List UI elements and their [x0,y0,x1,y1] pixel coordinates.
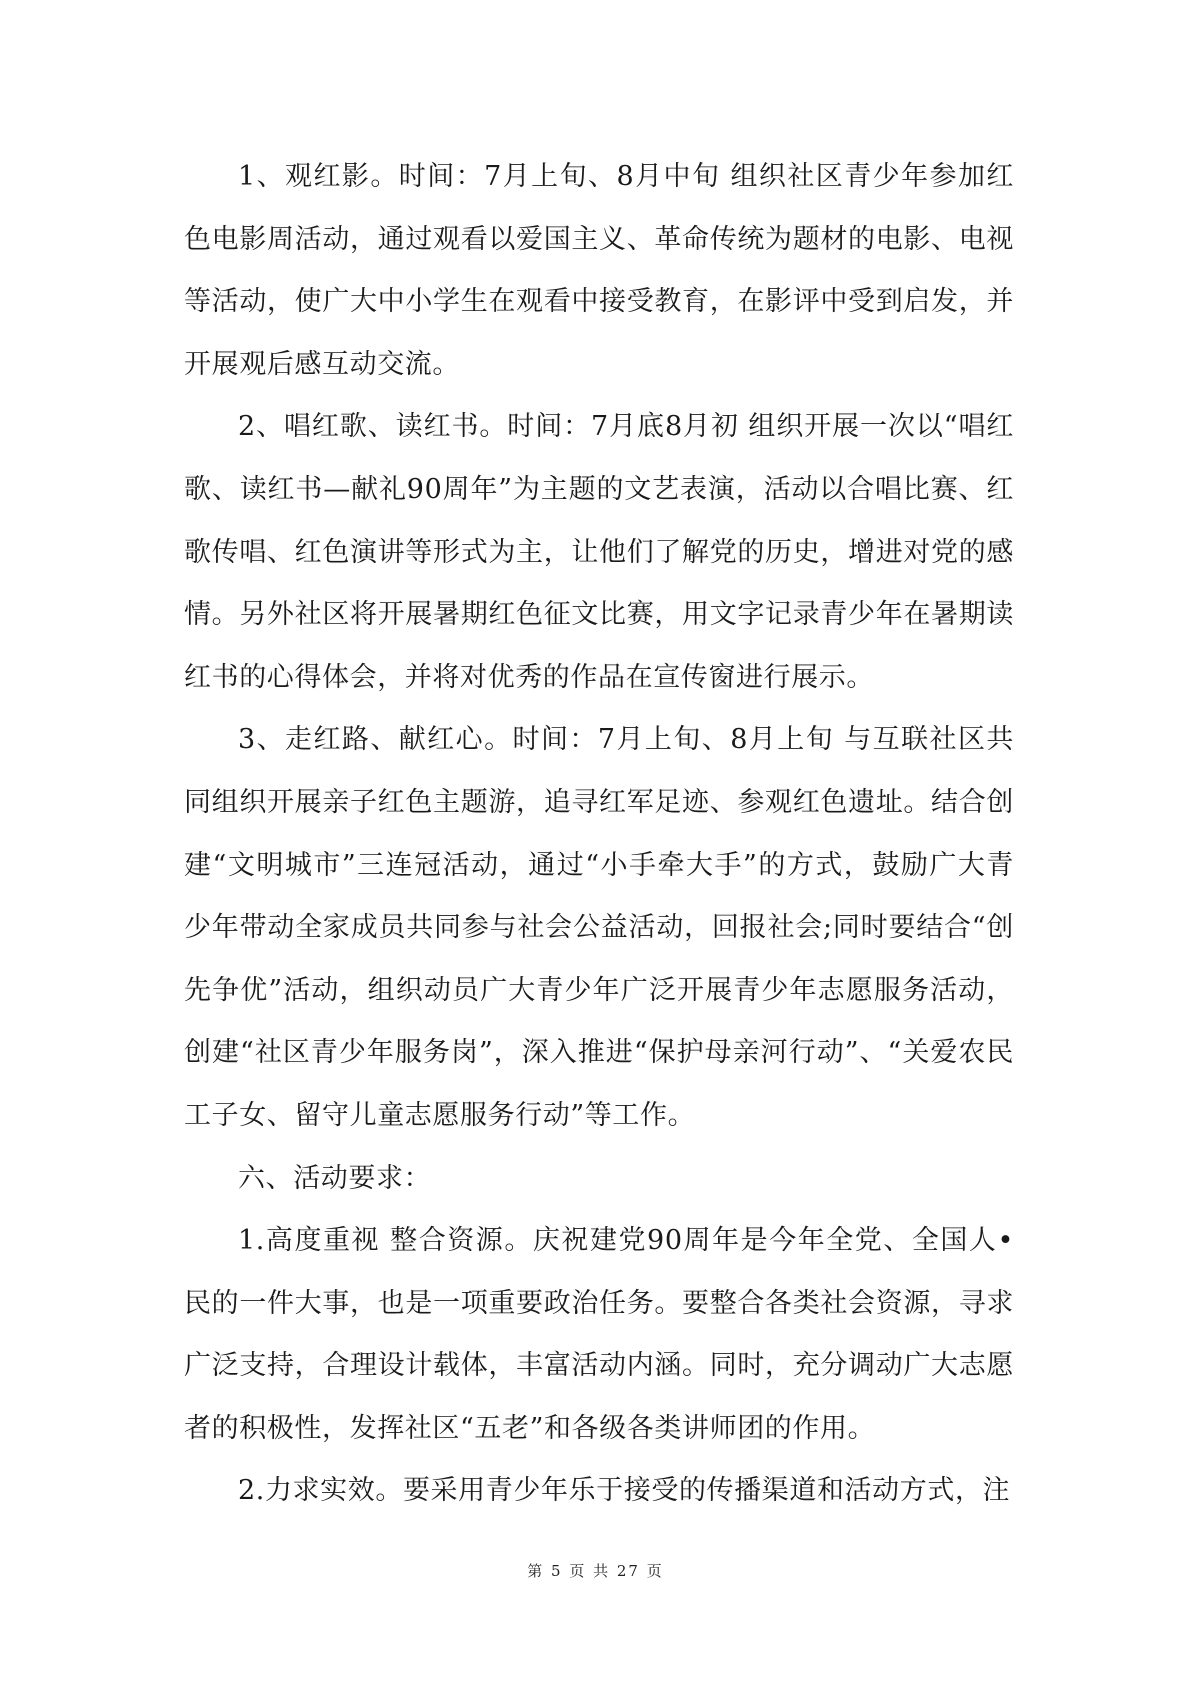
paragraph-4: 1.高度重视 整合资源。庆祝建党90周年是今年全党、全国人•民的一件大事，也是一项重要政治任务。要整合各类社会资源，寻求广泛支持，合理设计载体，丰富活动内涵。同时，充分调动广大志愿者的积极性，发挥社区“五老”和各级各类讲师团的作用。 [184,1225,1014,1444]
paragraph-2: 2、唱红歌、读红书。时间：7月底8月初 组织开展一次以“唱红歌、读红书—献礼90周年”为主题的文艺表演，活动以合唱比赛、红歌传唱、红色演讲等形式为主，让他们了解党的历史，增进对党的感情。另外社区将开展暑期红色征文比赛，用文字记录青少年在暑期读红书的心得体会，并将对优秀的作品在宣传窗进行展示。 [184,411,1014,693]
section-heading: 六、活动要求： [238,1162,432,1194]
document-body [184,146,1014,1523]
page-number-footer: 第 5 页 共 27 页 [527,1562,664,1580]
paragraph-1: 1、观红影。时间：7月上旬、8月中旬 组织社区青少年参加红色电影周活动，通过观看以爱国主义、革命传统为题材的电影、电视等活动，使广大中小学生在观看中接受教育，在影评中受到启发，并开展观后感互动交流。 [184,161,1014,380]
paragraph-5: 2.力求实效。要采用青少年乐于接受的传播渠道和活动方式，注 [238,1475,1011,1507]
paragraph-3: 3、走红路、献红心。时间：7月上旬、8月上旬 与互联社区共同组织开展亲子红色主题游，追寻红军足迹、参观红色遗址。结合创建“文明城市”三连冠活动，通过“小手牵大手”的方式，鼓励广大青少年带动全家成员共同参与社会公益活动，回报社会;同时要结合“创先争优”活动，组织动员广大青少年广泛开展青少年志愿服务活动，创建“社区青少年服务岗”，深入推进“保护母亲河行动”、“关爱农民工子女、留守儿童志愿服务行动”等工作。 [184,724,1014,1131]
